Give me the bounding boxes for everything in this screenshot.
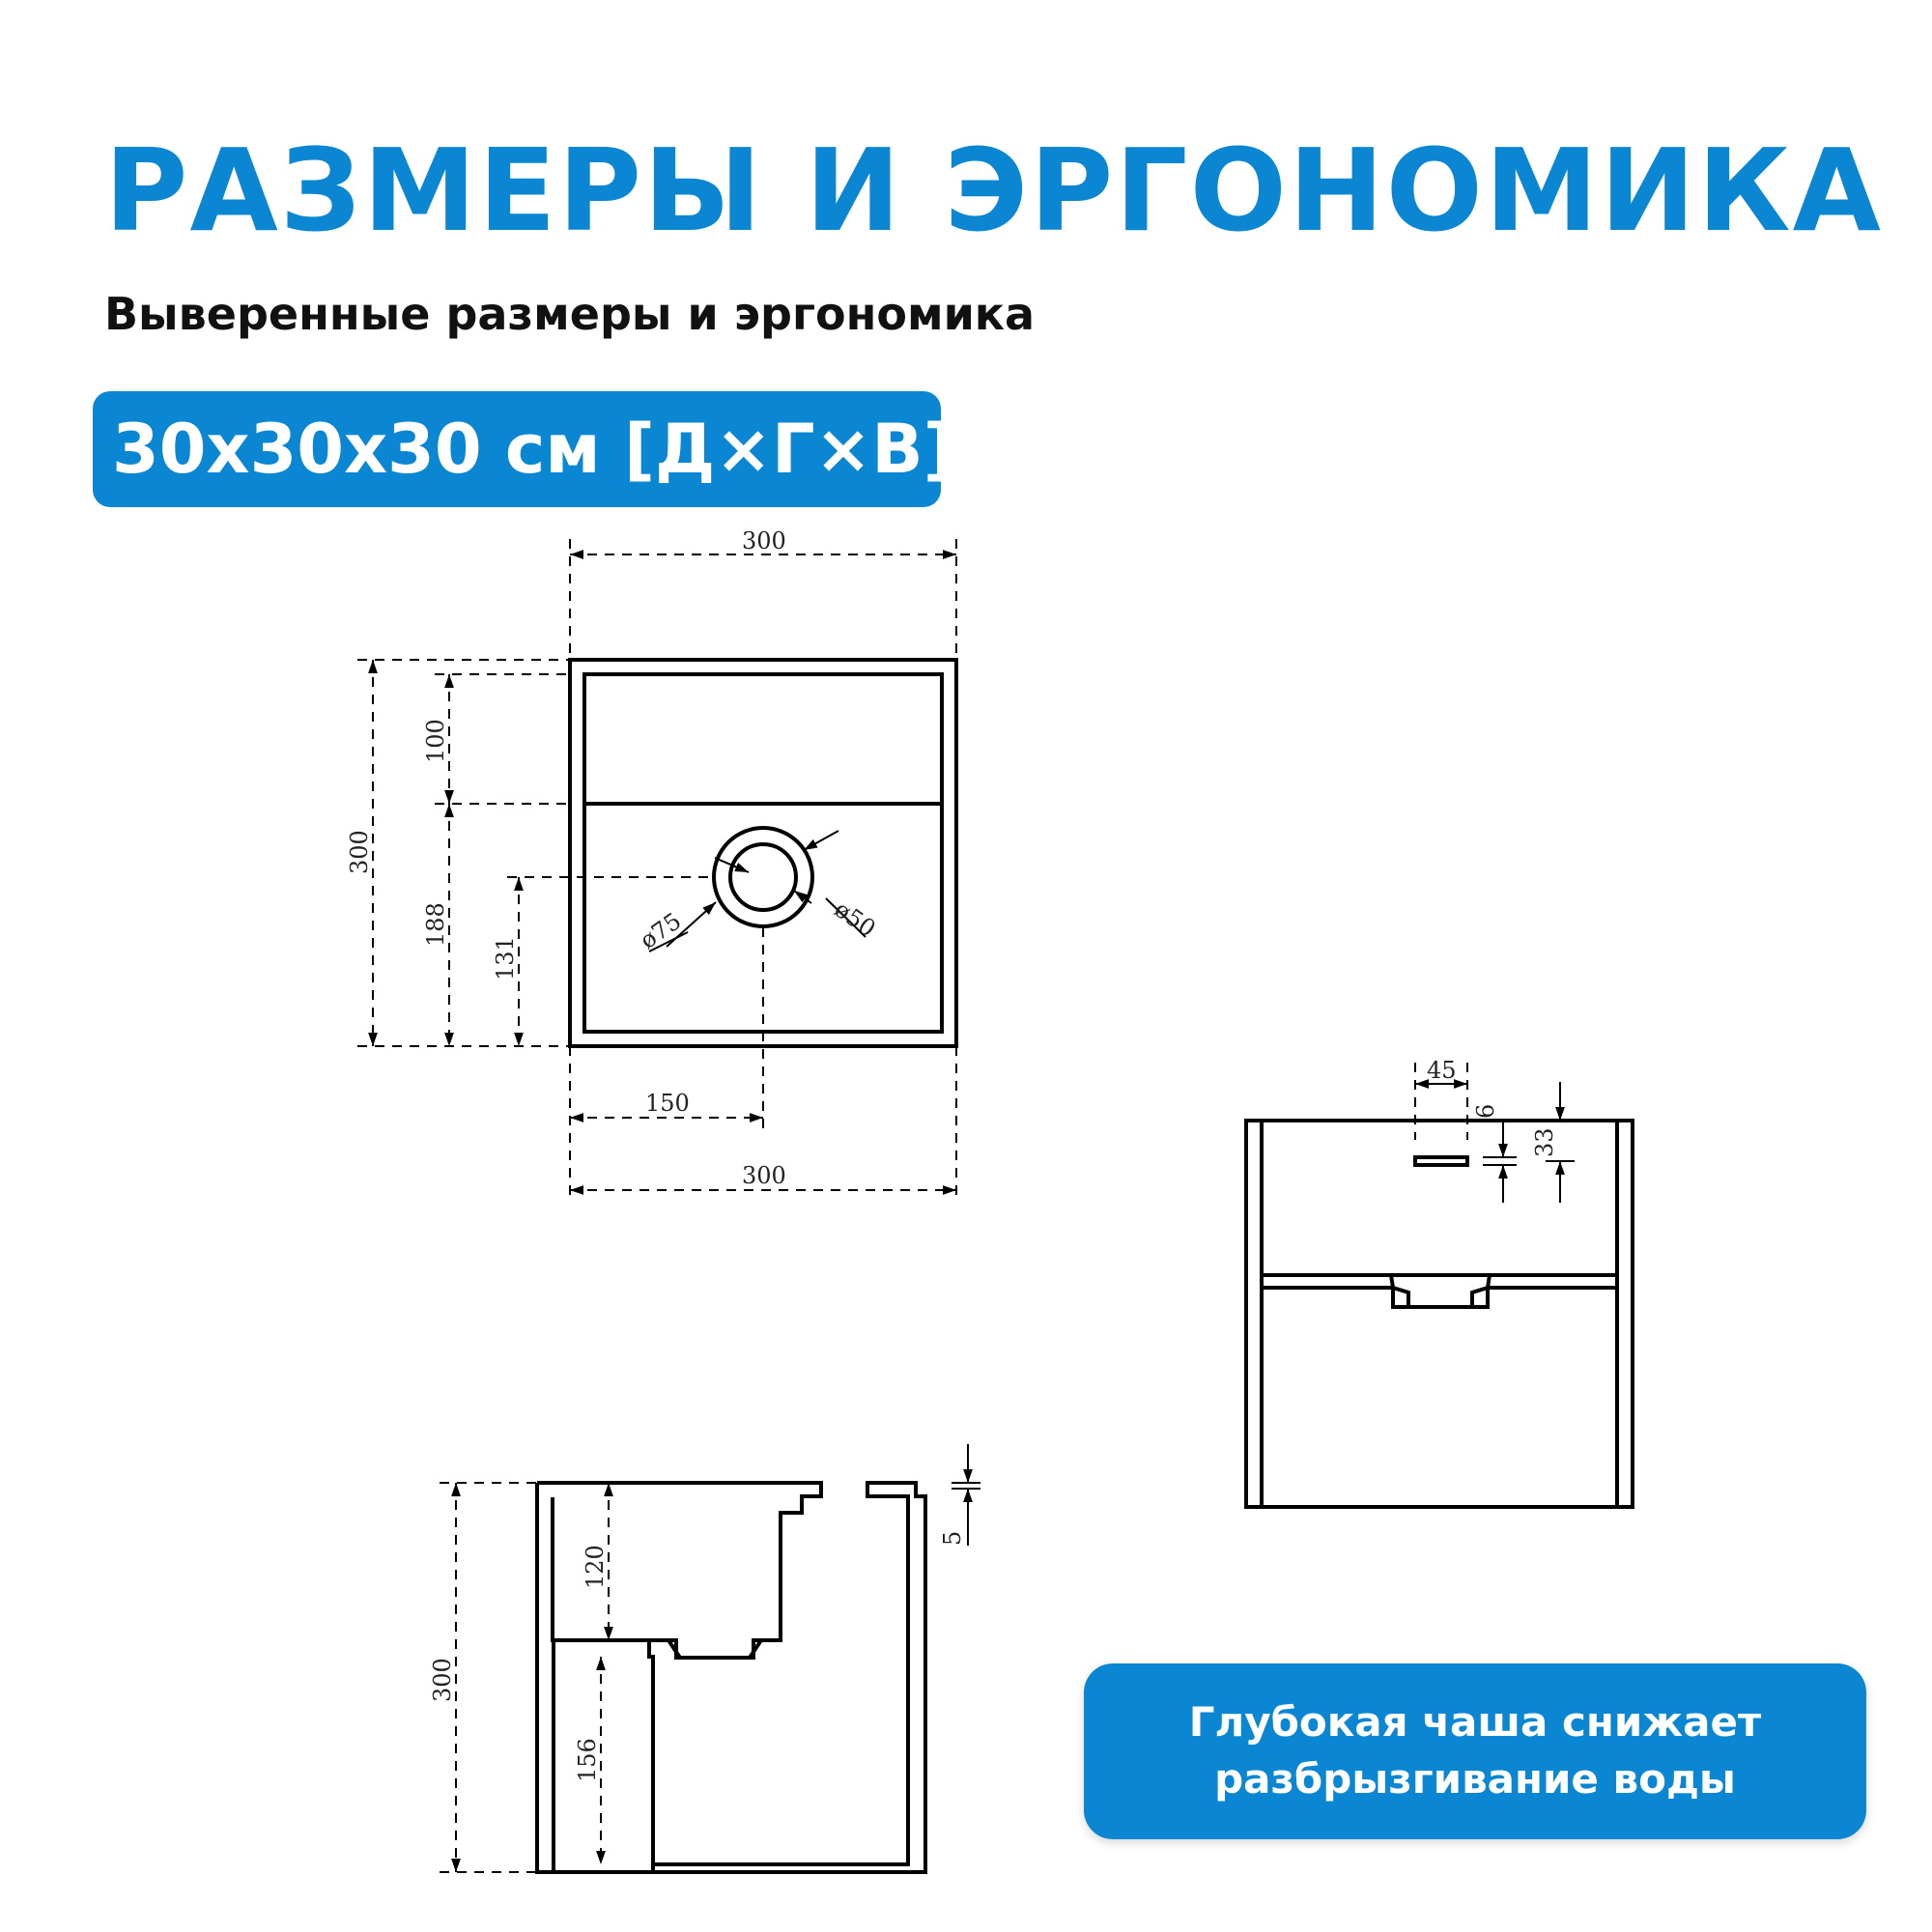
side-view-outline xyxy=(537,1483,821,1872)
drain-height-label: 131 xyxy=(492,936,519,980)
side-view-bowl xyxy=(537,1483,925,1872)
top-width-label: 300 xyxy=(742,527,786,554)
top-view-drawing xyxy=(346,527,956,1203)
overflow-slot xyxy=(1415,1157,1467,1165)
bottom-width-label: 300 xyxy=(742,1162,786,1189)
diameter-leader-line xyxy=(804,831,838,850)
front-view-drawing xyxy=(1246,1057,1633,1507)
outer-diameter-label: ø75 xyxy=(635,907,687,954)
side-total-height-label: 300 xyxy=(429,1658,456,1702)
top-view-inner-wall xyxy=(584,674,942,1032)
drain-offset-label: 150 xyxy=(645,1090,690,1117)
rim-thickness-label: 5 xyxy=(939,1530,966,1546)
lower-zone-label: 188 xyxy=(422,902,449,947)
feature-callout-line: разбрызгивание воды xyxy=(1214,1755,1736,1803)
side-view-drain-fitting xyxy=(668,1640,761,1658)
lower-height-label: 156 xyxy=(574,1738,601,1782)
slot-width-label: 45 xyxy=(1427,1057,1457,1084)
inner-diameter-label: ø50 xyxy=(829,895,881,943)
side-view-drawing xyxy=(429,1444,980,1872)
feature-callout-text xyxy=(1189,1694,1762,1808)
slot-height-label: 6 xyxy=(1472,1103,1499,1119)
drain-inner-circle xyxy=(730,844,796,910)
bowl-depth-label: 120 xyxy=(582,1545,609,1589)
page-title: РАЗМЕРЫ И ЭРГОНОМИКА xyxy=(104,124,1883,257)
feature-callout xyxy=(1084,1663,1866,1839)
front-view-outer xyxy=(1246,1121,1633,1507)
upper-zone-label: 100 xyxy=(422,719,449,763)
feature-callout-line: Глубокая чаша снижает xyxy=(1188,1698,1762,1747)
dimensions-badge-label: 30x30x30 см [Д×Г×В] xyxy=(112,410,954,489)
slot-offset-label: 33 xyxy=(1531,1127,1558,1157)
front-view-drain xyxy=(1391,1275,1490,1307)
page-subtitle: Выверенные размеры и эргономика xyxy=(104,288,1036,340)
total-height-label: 300 xyxy=(346,830,373,874)
